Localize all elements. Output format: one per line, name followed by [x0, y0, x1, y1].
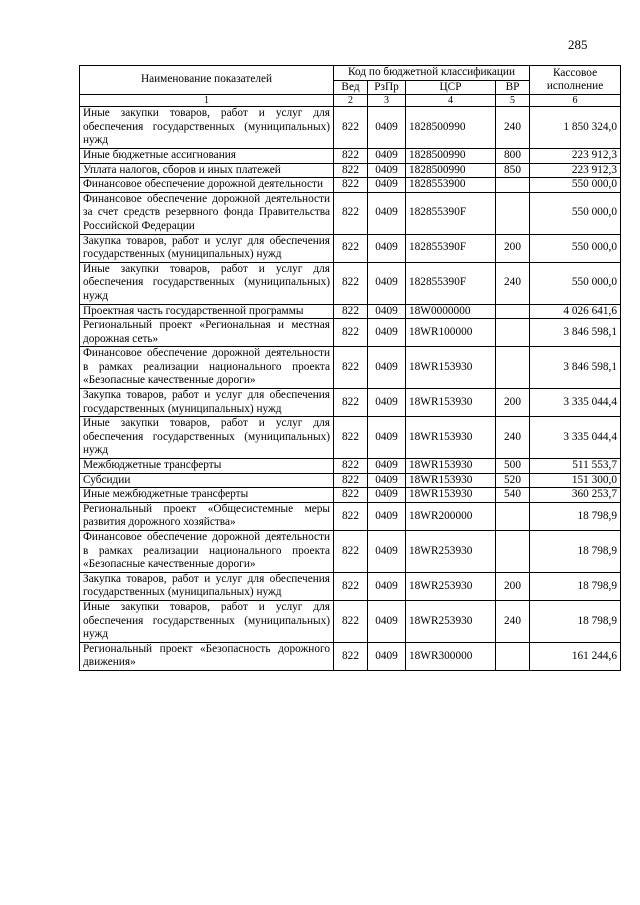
row-ved: 822 [334, 642, 368, 670]
column-number: 3 [368, 95, 406, 107]
row-name: Региональный проект «Региональная и местная дорожная сеть» [80, 319, 334, 347]
table-row [80, 600, 621, 642]
row-amount: 18 798,9 [530, 600, 621, 642]
row-name: Закупка товаров, работ и услуг для обеспечения государственных (муниципальных) нужд [80, 389, 334, 417]
row-name: Иные закупки товаров, работ и услуг для обеспечения государственных (муниципальных) нужд [80, 262, 334, 304]
row-vr [496, 502, 530, 530]
row-vr [496, 642, 530, 670]
header-ved: Вед [334, 80, 368, 95]
row-vr: 240 [496, 600, 530, 642]
row-amount: 3 335 044,4 [530, 389, 621, 417]
row-ved: 822 [334, 148, 368, 163]
row-rzpr: 0409 [368, 234, 406, 262]
row-ved: 822 [334, 178, 368, 193]
row-csr: 1828553900 [406, 178, 496, 193]
row-vr: 200 [496, 389, 530, 417]
row-csr: 18WR200000 [406, 502, 496, 530]
row-name: Региональный проект «Общесистемные меры развития дорожного хозяйства» [80, 502, 334, 530]
row-amount: 360 253,7 [530, 488, 621, 503]
column-number: 5 [496, 95, 530, 107]
row-amount: 223 912,3 [530, 163, 621, 178]
row-name: Иные закупки товаров, работ и услуг для обеспечения государственных (муниципальных) нужд [80, 600, 334, 642]
row-vr: 800 [496, 148, 530, 163]
row-vr [496, 347, 530, 389]
column-number: 4 [406, 95, 496, 107]
table-row [80, 642, 621, 670]
row-rzpr: 0409 [368, 192, 406, 234]
row-name: Финансовое обеспечение дорожной деятельности [80, 178, 334, 193]
row-vr: 200 [496, 234, 530, 262]
row-amount: 550 000,0 [530, 178, 621, 193]
page-number: 285 [568, 37, 588, 52]
table-row [80, 473, 621, 488]
row-amount: 223 912,3 [530, 148, 621, 163]
row-name: Межбюджетные трансферты [80, 459, 334, 474]
row-amount: 18 798,9 [530, 572, 621, 600]
row-amount: 3 335 044,4 [530, 417, 621, 459]
row-rzpr: 0409 [368, 178, 406, 193]
column-number: 2 [334, 95, 368, 107]
table-row [80, 148, 621, 163]
row-ved: 822 [334, 473, 368, 488]
row-ved: 822 [334, 347, 368, 389]
row-ved: 822 [334, 417, 368, 459]
column-number: 1 [80, 95, 334, 107]
row-rzpr: 0409 [368, 347, 406, 389]
row-csr: 18WR253930 [406, 531, 496, 573]
budget-table [79, 65, 621, 671]
table-row [80, 178, 621, 193]
row-csr: 18WR153930 [406, 389, 496, 417]
row-amount: 18 798,9 [530, 531, 621, 573]
row-rzpr: 0409 [368, 488, 406, 503]
row-name: Иные бюджетные ассигнования [80, 148, 334, 163]
row-amount: 1 850 324,0 [530, 107, 621, 149]
row-rzpr: 0409 [368, 600, 406, 642]
row-csr: 18WR153930 [406, 488, 496, 503]
row-amount: 18 798,9 [530, 502, 621, 530]
row-csr: 18WR300000 [406, 642, 496, 670]
row-csr: 182855390F [406, 234, 496, 262]
row-csr: 182855390F [406, 192, 496, 234]
row-rzpr: 0409 [368, 163, 406, 178]
row-csr: 18WR100000 [406, 319, 496, 347]
row-ved: 822 [334, 389, 368, 417]
row-csr: 18WR153930 [406, 473, 496, 488]
row-rzpr: 0409 [368, 642, 406, 670]
row-name: Финансовое обеспечение дорожной деятельности в рамках реализации национального проекта «Безопасные качественные дороги» [80, 531, 334, 573]
row-rzpr: 0409 [368, 319, 406, 347]
row-ved: 822 [334, 319, 368, 347]
row-ved: 822 [334, 262, 368, 304]
row-rzpr: 0409 [368, 417, 406, 459]
table-row [80, 304, 621, 319]
table-row [80, 347, 621, 389]
row-amount: 161 244,6 [530, 642, 621, 670]
column-numbers-row [80, 95, 621, 107]
table-body [80, 107, 621, 671]
row-csr: 1828500990 [406, 163, 496, 178]
table-row [80, 389, 621, 417]
row-amount: 550 000,0 [530, 234, 621, 262]
table-row [80, 234, 621, 262]
row-csr: 18WR153930 [406, 417, 496, 459]
row-rzpr: 0409 [368, 531, 406, 573]
table-row [80, 262, 621, 304]
row-vr [496, 319, 530, 347]
row-rzpr: 0409 [368, 262, 406, 304]
row-name: Финансовое обеспечение дорожной деятельности в рамках реализации национального проекта «Безопасные качественные дороги» [80, 347, 334, 389]
table-row [80, 319, 621, 347]
row-name: Финансовое обеспечение дорожной деятельности за счет средств резервного фонда Правительства Российской Федерации [80, 192, 334, 234]
row-name: Иные закупки товаров, работ и услуг для обеспечения государственных (муниципальных) нужд [80, 417, 334, 459]
table-row [80, 531, 621, 573]
table-row [80, 488, 621, 503]
row-ved: 822 [334, 600, 368, 642]
table-row [80, 572, 621, 600]
row-csr: 18WR253930 [406, 572, 496, 600]
row-rzpr: 0409 [368, 473, 406, 488]
table-row [80, 163, 621, 178]
row-ved: 822 [334, 304, 368, 319]
row-ved: 822 [334, 234, 368, 262]
row-ved: 822 [334, 107, 368, 149]
column-number: 6 [530, 95, 621, 107]
row-rzpr: 0409 [368, 572, 406, 600]
row-name: Проектная часть государственной программы [80, 304, 334, 319]
row-vr: 240 [496, 107, 530, 149]
row-rzpr: 0409 [368, 304, 406, 319]
row-csr: 18W0000000 [406, 304, 496, 319]
row-vr: 240 [496, 417, 530, 459]
row-vr [496, 192, 530, 234]
row-amount: 3 846 598,1 [530, 319, 621, 347]
header-name: Наименование показателей [80, 66, 334, 95]
table-header [80, 66, 621, 107]
row-csr: 1828500990 [406, 107, 496, 149]
row-vr: 500 [496, 459, 530, 474]
header-cash-execution: Кассовое исполнение [530, 66, 621, 95]
row-name: Субсидии [80, 473, 334, 488]
row-vr: 520 [496, 473, 530, 488]
header-csr: ЦСР [406, 80, 496, 95]
row-rzpr: 0409 [368, 148, 406, 163]
row-ved: 822 [334, 192, 368, 234]
row-vr [496, 531, 530, 573]
row-vr: 540 [496, 488, 530, 503]
table-row [80, 502, 621, 530]
header-rzpr: РзПр [368, 80, 406, 95]
row-ved: 822 [334, 502, 368, 530]
row-vr [496, 178, 530, 193]
row-rzpr: 0409 [368, 459, 406, 474]
row-ved: 822 [334, 163, 368, 178]
table-row [80, 192, 621, 234]
row-rzpr: 0409 [368, 502, 406, 530]
table-row [80, 459, 621, 474]
row-amount: 3 846 598,1 [530, 347, 621, 389]
row-csr: 18WR153930 [406, 347, 496, 389]
row-ved: 822 [334, 531, 368, 573]
row-amount: 550 000,0 [530, 262, 621, 304]
row-name: Закупка товаров, работ и услуг для обеспечения государственных (муниципальных) нужд [80, 572, 334, 600]
row-amount: 4 026 641,6 [530, 304, 621, 319]
row-amount: 151 300,0 [530, 473, 621, 488]
row-csr: 18WR153930 [406, 459, 496, 474]
row-name: Уплата налогов, сборов и иных платежей [80, 163, 334, 178]
table-row [80, 107, 621, 149]
row-ved: 822 [334, 459, 368, 474]
row-name: Иные закупки товаров, работ и услуг для обеспечения государственных (муниципальных) нужд [80, 107, 334, 149]
row-csr: 18WR253930 [406, 600, 496, 642]
row-name: Иные межбюджетные трансферты [80, 488, 334, 503]
row-csr: 1828500990 [406, 148, 496, 163]
row-amount: 511 553,7 [530, 459, 621, 474]
row-name: Закупка товаров, работ и услуг для обеспечения государственных (муниципальных) нужд [80, 234, 334, 262]
row-vr: 850 [496, 163, 530, 178]
row-csr: 182855390F [406, 262, 496, 304]
row-ved: 822 [334, 488, 368, 503]
row-amount: 550 000,0 [530, 192, 621, 234]
row-vr [496, 304, 530, 319]
row-vr: 240 [496, 262, 530, 304]
table-row [80, 417, 621, 459]
row-rzpr: 0409 [368, 107, 406, 149]
row-rzpr: 0409 [368, 389, 406, 417]
row-vr: 200 [496, 572, 530, 600]
header-vr: ВР [496, 80, 530, 95]
row-name: Региональный проект «Безопасность дорожного движения» [80, 642, 334, 670]
row-ved: 822 [334, 572, 368, 600]
header-code-group: Код по бюджетной классификации [334, 66, 530, 81]
